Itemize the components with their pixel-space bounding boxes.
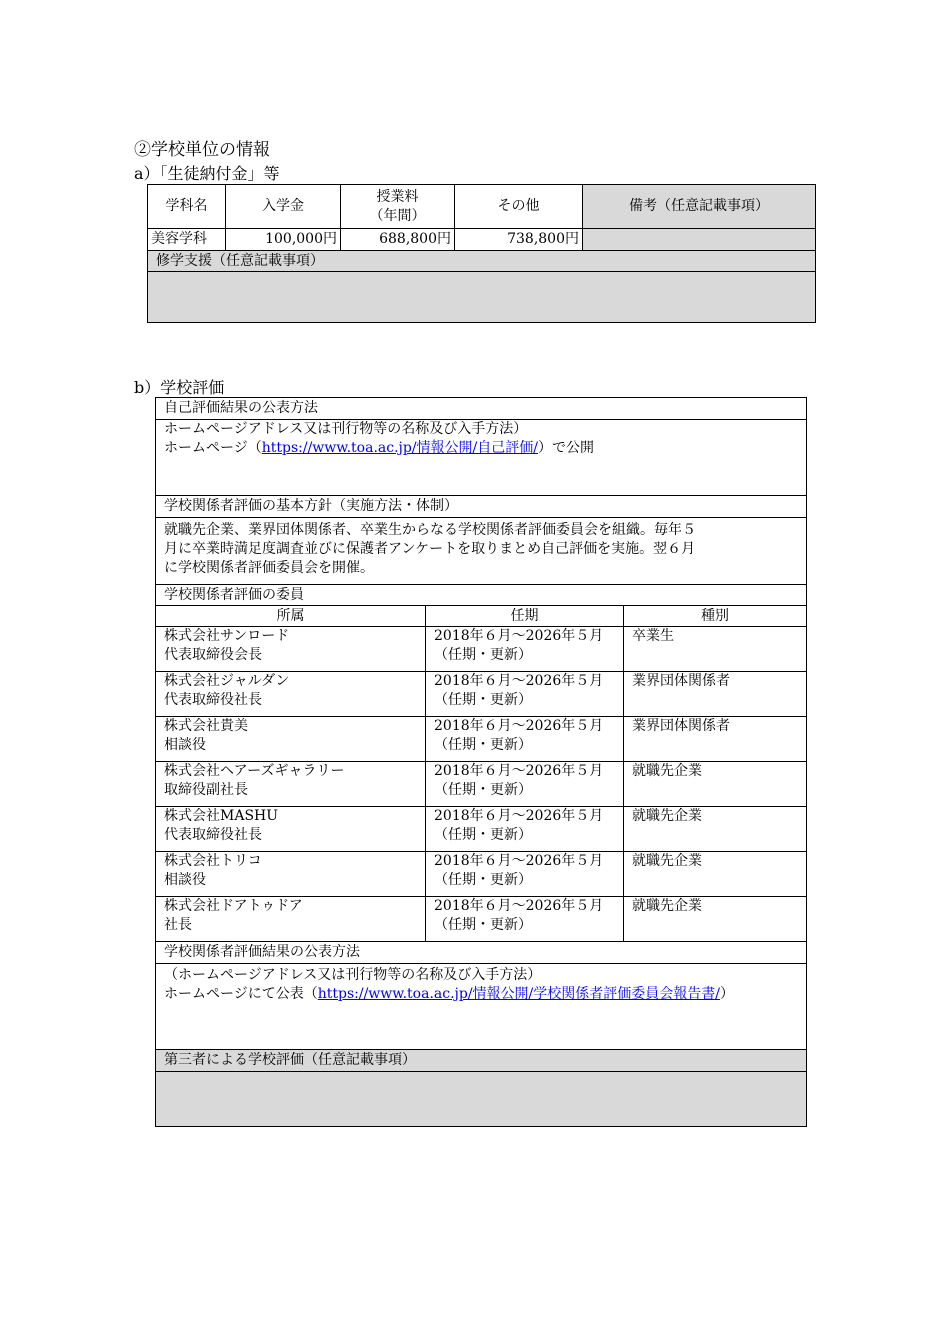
member-term-range: 2018年６月〜2026年５月 xyxy=(434,898,604,914)
self-eval-sub: ホームページアドレス又は刊行物等の名称及び入手方法） xyxy=(164,421,528,437)
member-term-range: 2018年６月〜2026年５月 xyxy=(434,718,604,734)
member-term xyxy=(426,717,624,762)
results-body xyxy=(156,964,807,1050)
member-org: 株式会社トリコ xyxy=(164,853,262,869)
results-suffix: ） xyxy=(719,986,734,1002)
member-term-note: （任期・更新） xyxy=(434,917,532,933)
member-term xyxy=(426,672,624,717)
member-term xyxy=(426,852,624,897)
member-term-note: （任期・更新） xyxy=(434,827,532,843)
member-affiliation xyxy=(156,807,426,852)
header-dept: 学科名 xyxy=(148,185,226,229)
member-row xyxy=(156,762,807,807)
member-type: 業界団体関係者 xyxy=(624,672,807,717)
results-prefix: ホームページにて公表（ xyxy=(164,986,318,1002)
policy-line: 月に卒業時満足度調査並びに保護者アンケートを取りまとめ自己評価を実施。翌６月 xyxy=(164,541,696,557)
header-tuition-line2: （年間） xyxy=(369,207,426,224)
third-party-title: 第三者による学校評価（任意記載事項） xyxy=(156,1050,807,1072)
member-term-note: （任期・更新） xyxy=(434,737,532,753)
support-value xyxy=(148,272,816,323)
member-term-note: （任期・更新） xyxy=(434,782,532,798)
member-term-range: 2018年６月〜2026年５月 xyxy=(434,673,604,689)
self-eval-prefix: ホームページ（ xyxy=(164,440,262,456)
self-eval-link[interactable]: https://www.toa.ac.jp/情報公開/自己評価/ xyxy=(261,440,538,456)
policy-line: に学校関係者評価委員会を開催。 xyxy=(164,560,374,576)
header-tuition-line1: 授業料 xyxy=(376,188,419,205)
member-org: 株式会社ヘアーズギャラリー xyxy=(164,763,345,779)
member-type: 卒業生 xyxy=(624,627,807,672)
self-eval-suffix: ）で公開 xyxy=(537,440,594,456)
fee-remarks xyxy=(583,229,816,251)
member-row xyxy=(156,852,807,897)
member-role: 取締役副社長 xyxy=(164,782,248,798)
member-type: 業界団体関係者 xyxy=(624,717,807,762)
member-role: 相談役 xyxy=(164,872,206,888)
member-type: 就職先企業 xyxy=(624,807,807,852)
results-sub: （ホームページアドレス又は刊行物等の名称及び入手方法） xyxy=(164,967,542,983)
results-title: 学校関係者評価結果の公表方法 xyxy=(156,942,807,964)
member-affiliation xyxy=(156,852,426,897)
self-eval-body xyxy=(156,420,807,496)
self-eval-title: 自己評価結果の公表方法 xyxy=(156,398,807,420)
member-org: 株式会社ドアトゥドア xyxy=(164,898,303,914)
member-term-note: （任期・更新） xyxy=(434,692,532,708)
fee-dept: 美容学科 xyxy=(148,229,226,251)
third-party-value xyxy=(156,1072,807,1127)
policy-body xyxy=(156,518,807,585)
member-org: 株式会社MASHU xyxy=(164,808,279,824)
members-header-type: 種別 xyxy=(624,606,807,627)
fees-table xyxy=(147,184,816,323)
header-admission: 入学金 xyxy=(226,185,341,229)
member-org: 株式会社ジャルダン xyxy=(164,673,290,689)
member-type: 就職先企業 xyxy=(624,897,807,942)
member-role: 代表取締役社長 xyxy=(164,827,262,843)
header-remarks: 備考（任意記載事項） xyxy=(583,185,816,229)
member-affiliation xyxy=(156,897,426,942)
member-term xyxy=(426,627,624,672)
support-label: 修学支援（任意記載事項） xyxy=(148,251,816,272)
member-term-range: 2018年６月〜2026年５月 xyxy=(434,628,604,644)
member-row xyxy=(156,672,807,717)
policy-line: 就職先企業、業界団体関係者、卒業生からなる学校関係者評価委員会を組織。毎年５ xyxy=(164,522,696,538)
section-title: ②学校単位の情報 xyxy=(134,140,270,160)
member-term xyxy=(426,807,624,852)
member-term xyxy=(426,897,624,942)
member-type: 就職先企業 xyxy=(624,762,807,807)
member-term-range: 2018年６月〜2026年５月 xyxy=(434,853,604,869)
evaluation-table xyxy=(155,397,807,1127)
member-affiliation xyxy=(156,717,426,762)
evaluation-heading: b）学校評価 xyxy=(134,378,225,397)
member-term xyxy=(426,762,624,807)
members-title: 学校関係者評価の委員 xyxy=(156,585,807,606)
fees-heading: a）「生徒納付金」等 xyxy=(134,164,280,183)
member-row xyxy=(156,897,807,942)
member-term-range: 2018年６月〜2026年５月 xyxy=(434,763,604,779)
member-affiliation xyxy=(156,627,426,672)
header-tuition xyxy=(341,185,455,229)
member-row xyxy=(156,627,807,672)
header-other: その他 xyxy=(455,185,583,229)
results-link[interactable]: https://www.toa.ac.jp/情報公開/学校関係者評価委員会報告書/ xyxy=(317,986,720,1002)
member-type: 就職先企業 xyxy=(624,852,807,897)
member-role: 代表取締役社長 xyxy=(164,692,262,708)
member-term-note: （任期・更新） xyxy=(434,647,532,663)
member-row xyxy=(156,717,807,762)
member-role: 社長 xyxy=(164,917,192,933)
member-row xyxy=(156,807,807,852)
fee-tuition: 688,800円 xyxy=(341,229,455,251)
members-header-term: 任期 xyxy=(426,606,624,627)
policy-title: 学校関係者評価の基本方針（実施方法・体制） xyxy=(156,496,807,518)
member-org: 株式会社サンロード xyxy=(164,628,290,644)
member-affiliation xyxy=(156,762,426,807)
members-header-affiliation: 所属 xyxy=(156,606,426,627)
results-line xyxy=(164,985,798,1004)
member-term-note: （任期・更新） xyxy=(434,872,532,888)
self-eval-line xyxy=(164,439,798,458)
member-term-range: 2018年６月〜2026年５月 xyxy=(434,808,604,824)
fee-other: 738,800円 xyxy=(455,229,583,251)
member-affiliation xyxy=(156,672,426,717)
member-role: 代表取締役会長 xyxy=(164,647,262,663)
member-role: 相談役 xyxy=(164,737,206,753)
member-org: 株式会社貴美 xyxy=(164,718,248,734)
fee-admission: 100,000円 xyxy=(226,229,341,251)
